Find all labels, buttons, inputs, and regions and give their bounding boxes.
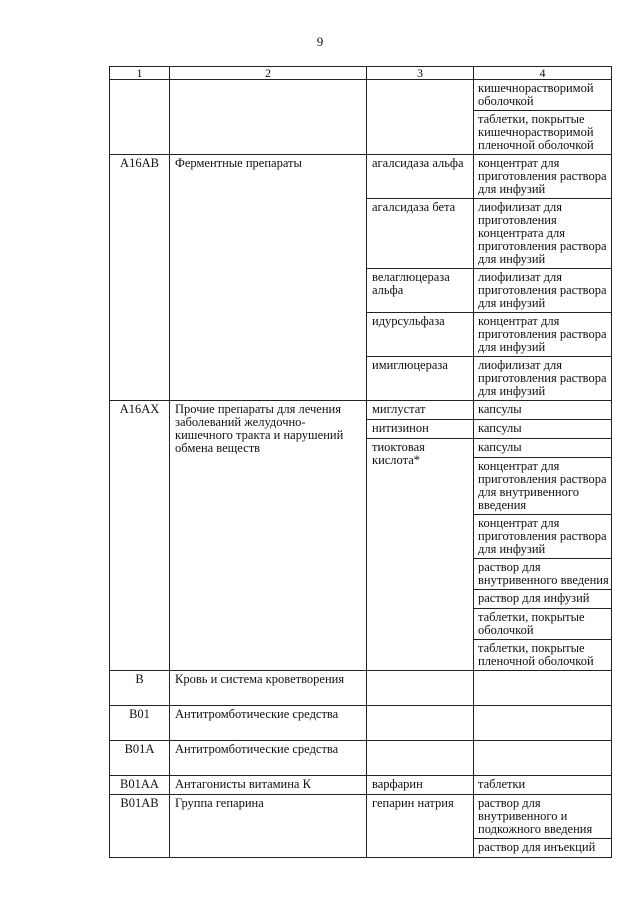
table-row: [110, 706, 612, 741]
drug-name-cell: агалсидаза альфа: [367, 155, 474, 199]
drug-name-cell: [367, 741, 474, 776]
group-name-cell: [170, 80, 367, 155]
drug-name-cell: велаглюцераза альфа: [367, 269, 474, 313]
drug-name-cell: гепарин натрия: [367, 795, 474, 858]
dosage-forms-cell: [474, 776, 612, 795]
drug-name-cell: [367, 671, 474, 706]
drug-name-cell: имиглюцераза: [367, 357, 474, 401]
drug-name-cell: миглустат: [367, 401, 474, 420]
dosage-form: концентрат для приготовления раствора для инфузий: [478, 156, 607, 196]
drug-name-cell: идурсульфаза: [367, 313, 474, 357]
drug-name-cell: нитизинон: [367, 420, 474, 439]
group-name-cell: Антагонисты витамина К: [170, 776, 367, 795]
dosage-form: таблетки: [478, 777, 526, 791]
dosage-form: раствор для инфузий: [474, 589, 611, 608]
column-header: 2: [170, 67, 367, 80]
dosage-forms-cell: [474, 706, 612, 741]
drug-table: [109, 66, 612, 858]
atc-code-cell: A16AB: [110, 155, 170, 401]
dosage-forms-cell: [474, 357, 612, 401]
dosage-form: раствор для внутривенного и подкожного введения: [478, 796, 593, 836]
column-header: 1: [110, 67, 170, 80]
dosage-form: концентрат для приготовления раствора для инфузий: [474, 514, 611, 558]
dosage-form: таблетки, покрытые пленочной оболочкой: [474, 639, 611, 670]
drug-name-cell: тиоктовая кислота*: [367, 439, 474, 671]
atc-code-cell: B01AB: [110, 795, 170, 858]
dosage-form: лиофилизат для приготовления раствора для инфузий: [478, 358, 607, 398]
column-header: 3: [367, 67, 474, 80]
table-row: [110, 80, 612, 155]
dosage-form: капсулы: [478, 440, 522, 454]
atc-code-cell: [110, 80, 170, 155]
table-row: [110, 671, 612, 706]
dosage-forms-cell: [474, 401, 612, 420]
group-name-cell: Группа гепарина: [170, 795, 367, 858]
atc-code-cell: B01A: [110, 741, 170, 776]
dosage-forms-cell: [474, 155, 612, 199]
dosage-forms-cell: [474, 80, 612, 155]
dosage-form: таблетки, покрытые кишечнорастворимой пленочной оболочкой: [474, 110, 611, 154]
table-row: [110, 776, 612, 795]
drug-name-cell: варфарин: [367, 776, 474, 795]
dosage-forms-cell: [474, 269, 612, 313]
group-name-cell: Прочие препараты для лечения заболеваний желудочно-кишечного тракта и нарушений обмена веществ: [170, 401, 367, 671]
table-row: [110, 401, 612, 420]
dosage-forms-cell: [474, 313, 612, 357]
dosage-form: концентрат для приготовления раствора для внутривенного введения: [474, 457, 611, 514]
atc-code-cell: B01: [110, 706, 170, 741]
group-name-cell: Ферментные препараты: [170, 155, 367, 401]
dosage-form: кишечнорастворимой оболочкой: [478, 81, 594, 108]
atc-code-cell: B01AA: [110, 776, 170, 795]
dosage-forms-cell: [474, 420, 612, 439]
dosage-forms-cell: [474, 741, 612, 776]
group-name-cell: Антитромботические средства: [170, 741, 367, 776]
dosage-form: таблетки, покрытые оболочкой: [474, 608, 611, 639]
dosage-forms-cell: [474, 671, 612, 706]
drug-name-cell: агалсидаза бета: [367, 199, 474, 269]
column-header: 4: [474, 67, 612, 80]
dosage-forms-cell: [474, 439, 612, 671]
group-name-cell: Кровь и система кроветворения: [170, 671, 367, 706]
group-name-cell: Антитромботические средства: [170, 706, 367, 741]
page-number: 9: [316, 34, 324, 49]
table-row: [110, 741, 612, 776]
table-row: [110, 795, 612, 858]
dosage-form: капсулы: [478, 421, 522, 435]
dosage-form: раствор для внутривенного введения: [474, 558, 611, 589]
drug-name-cell: [367, 80, 474, 155]
dosage-forms-cell: [474, 795, 612, 858]
dosage-forms-cell: [474, 199, 612, 269]
atc-code-cell: B: [110, 671, 170, 706]
dosage-form: лиофилизат для приготовления раствора для инфузий: [478, 270, 607, 310]
dosage-form: концентрат для приготовления раствора для инфузий: [478, 314, 607, 354]
dosage-form: раствор для инъекций: [474, 838, 611, 857]
drug-name-cell: [367, 706, 474, 741]
table-row: [110, 155, 612, 199]
dosage-form: капсулы: [478, 402, 522, 416]
atc-code-cell: A16AX: [110, 401, 170, 671]
table-header-row: [110, 67, 612, 80]
dosage-form: лиофилизат для приготовления концентрата для приготовления раствора для инфузий: [478, 200, 607, 266]
